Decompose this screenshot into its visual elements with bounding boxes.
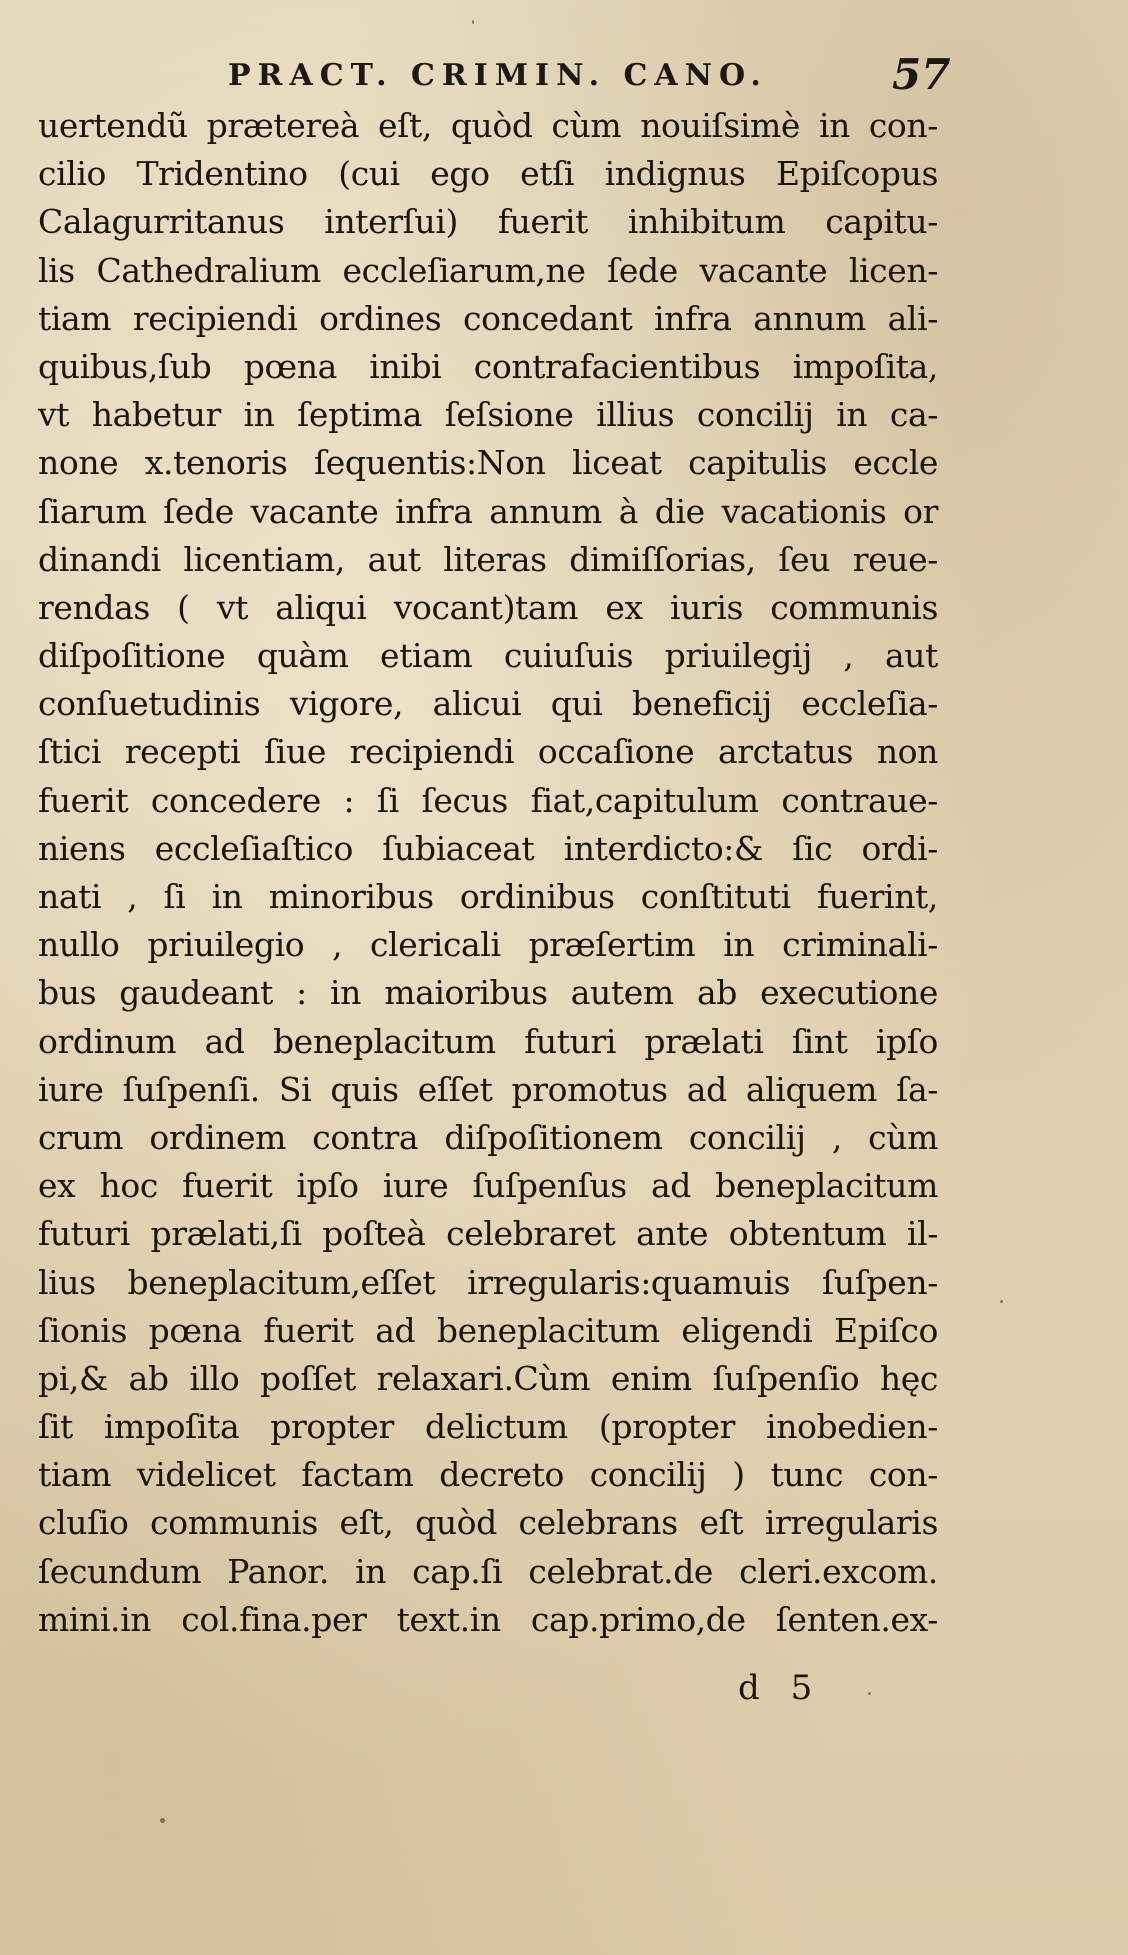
signature-mark: d 5: [738, 1668, 823, 1708]
text-line: rendas ( vt aliqui vocant)tam ex iuris communis: [38, 587, 938, 627]
text-line: uertendũ prӕtereà eſt, quòd cùm nouiſsimè in con-: [38, 106, 938, 145]
text-line: quibus,ſub pœna inibi contrafacientibus impoſita,: [38, 346, 938, 386]
text-line: ſtici recepti ſiue recipiendi occaſione arctatus non: [38, 732, 938, 772]
text-line: fuerit concedere : ſi ſecus fiat,capitulum contraue-: [38, 780, 938, 820]
text-line: cilio Tridentino (cui ego etſi indignus Epiſcopus: [38, 154, 938, 194]
text-line: mini.in col.fina.per text.in cap.primo,de ſenten.ex-: [38, 1599, 938, 1639]
text-line: bus gaudeant : in maioribus autem ab executione: [38, 973, 938, 1013]
text-line: tiam recipiendi ordines concedant infra annum ali-: [38, 298, 938, 338]
text-line: ſecundum Panor. in cap.ſi celebrat.de cleri.excom.: [38, 1551, 938, 1591]
running-title: PRACT. CRIMIN. CANO.: [228, 58, 768, 93]
text-line: nullo priuilegio , clericali prӕſertim in criminali-: [38, 925, 938, 965]
text-line: crum ordinem contra diſpoſitionem concilij , cùm: [38, 1117, 938, 1157]
text-line: dinandi licentiam, aut literas dimiſſorias, ſeu reue-: [38, 539, 938, 579]
text-line: ſiarum ſede vacante infra annum à die vacationis or: [38, 491, 938, 531]
text-line: conſuetudinis vigore, alicui qui beneficij eccleſia-: [38, 684, 938, 724]
text-line: ex hoc fuerit ipſo iure ſuſpenſus ad beneplacitum: [38, 1166, 938, 1206]
text-line: ſionis pœna fuerit ad beneplacitum eligendi Epiſco: [38, 1310, 938, 1350]
text-line: ordinum ad beneplacitum futuri prӕlati ſint ipſo: [38, 1021, 938, 1061]
text-line: Calagurritanus interſui) fuerit inhibitum capitu-: [38, 202, 938, 242]
text-line: iure ſuſpenſi. Si quis eſſet promotus ad aliquem ſa-: [38, 1069, 938, 1109]
text-line: vt habetur in ſeptima ſeſsione illius concilij in ca-: [38, 395, 938, 435]
text-line: niens eccleſiaſtico ſubiaceat interdicto:& ſic ordi-: [38, 828, 938, 868]
running-head: [0, 48, 1128, 108]
page-number: 57: [892, 50, 951, 99]
text-line: ſit impoſita propter delictum (propter inobedien-: [38, 1407, 938, 1447]
text-line: lis Cathedralium eccleſiarum,ne ſede vacante licen-: [38, 250, 938, 290]
text-line: futuri prӕlati,ſi poſteà celebraret ante obtentum il-: [38, 1214, 938, 1254]
text-line: nati , ſi in minoribus ordinibus conſtituti fuerint,: [38, 877, 938, 916]
text-line: lius beneplacitum,eſſet irregularis:quamuis ſuſpen-: [38, 1262, 938, 1302]
text-line: none x.tenoris ſequentis:Non liceat capitulis eccle: [38, 443, 938, 483]
text-line: cluſio communis eſt, quòd celebrans eſt irregularis: [38, 1503, 938, 1543]
text-line: pi,& ab illo poſſet relaxari.Cùm enim ſuſpenſio hęc: [38, 1358, 938, 1398]
text-line: tiam videlicet factam decreto concilij ) tunc con-: [38, 1455, 938, 1495]
body-text: [38, 102, 938, 1644]
text-line: diſpoſitione quàm etiam cuiuſuis priuilegij , aut: [38, 636, 938, 676]
